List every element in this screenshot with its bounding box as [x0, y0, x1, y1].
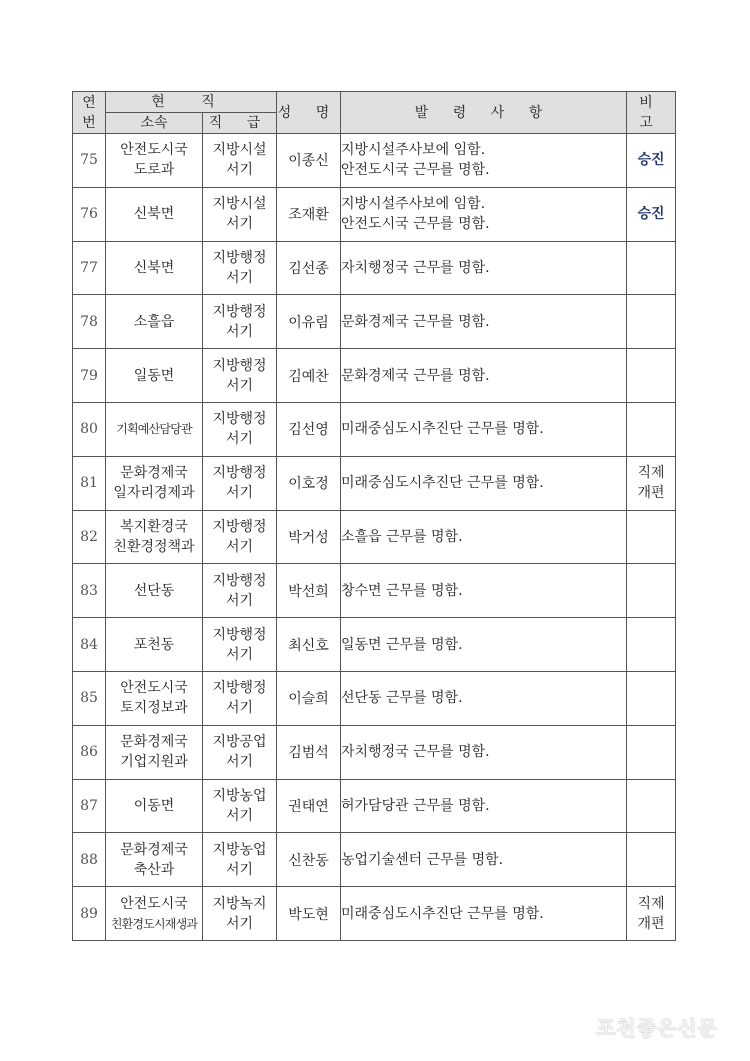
table-row	[73, 456, 676, 510]
rank-line: 서기	[225, 485, 254, 502]
affiliation-line: 복지환경국	[120, 518, 188, 535]
table-row	[73, 402, 676, 456]
rank-cell	[203, 402, 277, 456]
affiliation-line: 선단동	[133, 582, 175, 599]
order-line: 자치행정국 근무를 명함.	[341, 744, 490, 761]
affiliation-line: 일동면	[133, 367, 175, 384]
serial-number-cell: 82	[73, 510, 106, 564]
affiliation-line: 문화경제국	[120, 841, 188, 858]
order-line: 미래중심도시추진단 근무를 명함.	[341, 475, 544, 492]
note-cell	[627, 349, 676, 403]
table-row	[73, 134, 676, 188]
rank-cell	[203, 833, 277, 887]
order-cell	[341, 618, 627, 672]
affiliation-cell	[106, 564, 203, 618]
affiliation-line: 안전도시국	[120, 895, 188, 912]
name-cell: 박거성	[277, 510, 341, 564]
rank-cell	[203, 187, 277, 241]
name-cell: 이호정	[277, 456, 341, 510]
serial-number-cell: 84	[73, 618, 106, 672]
name-cell: 최신호	[277, 618, 341, 672]
rank-cell	[203, 349, 277, 403]
note-cell	[627, 402, 676, 456]
table-row	[73, 349, 676, 403]
order-cell	[341, 564, 627, 618]
name-cell: 김범석	[277, 725, 341, 779]
rank-line: 서기	[225, 538, 254, 555]
affiliation-cell	[106, 779, 203, 833]
affiliation-line: 신북면	[133, 206, 175, 223]
name-cell: 김예찬	[277, 349, 341, 403]
rank-line: 서기	[225, 269, 254, 286]
header-serial-top: 연	[82, 94, 96, 111]
rank-line: 지방녹지	[212, 895, 267, 912]
affiliation-cell	[106, 295, 203, 349]
serial-number-cell: 81	[73, 456, 106, 510]
rank-line: 지방시설	[212, 196, 267, 213]
name-cell: 박도현	[277, 887, 341, 941]
name-cell: 권태연	[277, 779, 341, 833]
affiliation-cell	[106, 134, 203, 188]
serial-number-cell: 83	[73, 564, 106, 618]
affiliation-line: 일자리경제과	[113, 485, 195, 502]
serial-number-cell: 76	[73, 187, 106, 241]
rank-line: 지방농업	[212, 787, 267, 804]
order-line: 문화경제국 근무를 명함.	[341, 367, 490, 384]
order-line: 지방시설주사보에 임함.	[341, 196, 486, 213]
order-line: 창수면 근무를 명함.	[341, 582, 463, 599]
rank-line: 서기	[225, 700, 254, 717]
table-row	[73, 564, 676, 618]
rank-line: 서기	[225, 216, 254, 233]
table-row	[73, 295, 676, 349]
rank-line: 지방행정	[212, 411, 267, 428]
rank-cell	[203, 134, 277, 188]
rank-cell	[203, 887, 277, 941]
order-cell	[341, 456, 627, 510]
note-line: 직제	[637, 895, 665, 912]
table-header	[73, 92, 676, 134]
table-row	[73, 725, 676, 779]
order-cell	[341, 671, 627, 725]
newspaper-watermark: 포천좋은신문	[596, 1016, 718, 1040]
rank-cell	[203, 779, 277, 833]
affiliation-line: 문화경제국	[120, 734, 188, 751]
header-affiliation: 소속	[106, 113, 203, 134]
header-current-position: 현 직	[106, 92, 277, 113]
affiliation-line: 기획예산담당관	[116, 422, 192, 437]
order-line: 자치행정국 근무를 명함.	[341, 259, 490, 276]
affiliation-line: 이동면	[133, 797, 175, 814]
rank-cell	[203, 671, 277, 725]
table-row	[73, 618, 676, 672]
rank-line: 지방행정	[212, 357, 267, 374]
rank-cell	[203, 241, 277, 295]
affiliation-cell	[106, 456, 203, 510]
rank-line: 서기	[225, 323, 254, 340]
order-cell	[341, 295, 627, 349]
rank-cell	[203, 295, 277, 349]
rank-line: 서기	[225, 915, 254, 932]
affiliation-line: 축산과	[133, 861, 175, 878]
note-cell	[627, 725, 676, 779]
rank-line: 서기	[225, 861, 254, 878]
rank-line: 서기	[225, 807, 254, 824]
promotion-badge: 승진	[637, 152, 665, 169]
affiliation-cell	[106, 725, 203, 779]
table-row	[73, 887, 676, 941]
note-cell	[627, 187, 676, 241]
rank-line: 지방행정	[212, 518, 267, 535]
rank-line: 지방행정	[212, 465, 267, 482]
name-cell: 조재환	[277, 187, 341, 241]
name-cell: 김선영	[277, 402, 341, 456]
affiliation-cell	[106, 887, 203, 941]
note-cell	[627, 671, 676, 725]
serial-number-cell: 77	[73, 241, 106, 295]
order-line: 선단동 근무를 명함.	[341, 690, 463, 707]
rank-line: 지방행정	[212, 680, 267, 697]
rank-line: 지방행정	[212, 626, 267, 643]
order-cell	[341, 725, 627, 779]
note-cell	[627, 295, 676, 349]
personnel-order-table	[72, 91, 676, 941]
affiliation-line: 기업지원과	[120, 754, 188, 771]
name-cell: 이슬희	[277, 671, 341, 725]
note-line: 직제	[637, 465, 665, 482]
affiliation-line: 도로과	[133, 162, 175, 179]
serial-number-cell: 89	[73, 887, 106, 941]
note-cell	[627, 833, 676, 887]
order-line: 문화경제국 근무를 명함.	[341, 313, 490, 330]
rank-line: 서기	[225, 592, 254, 609]
affiliation-cell	[106, 241, 203, 295]
serial-number-cell: 79	[73, 349, 106, 403]
rank-cell	[203, 510, 277, 564]
note-cell	[627, 618, 676, 672]
note-cell	[627, 887, 676, 941]
rank-cell	[203, 725, 277, 779]
rank-line: 서기	[225, 431, 254, 448]
affiliation-cell	[106, 402, 203, 456]
table-row	[73, 833, 676, 887]
order-cell	[341, 779, 627, 833]
name-cell: 김선종	[277, 241, 341, 295]
rank-line: 지방시설	[212, 142, 267, 159]
affiliation-line: 소흘읍	[133, 313, 175, 330]
name-cell: 이종신	[277, 134, 341, 188]
order-cell	[341, 349, 627, 403]
affiliation-line: 포천동	[133, 636, 175, 653]
order-line: 농업기술센터 근무를 명함.	[341, 851, 504, 868]
order-cell	[341, 134, 627, 188]
header-serial-bottom: 번	[82, 114, 96, 131]
affiliation-cell	[106, 671, 203, 725]
note-cell	[627, 510, 676, 564]
header-rank: 직 급	[203, 113, 277, 134]
note-cell	[627, 779, 676, 833]
order-cell	[341, 510, 627, 564]
affiliation-cell	[106, 618, 203, 672]
note-line: 개편	[637, 915, 665, 932]
serial-number-cell: 85	[73, 671, 106, 725]
order-line: 소흘읍 근무를 명함.	[341, 528, 463, 545]
name-cell: 이유림	[277, 295, 341, 349]
serial-number-cell: 78	[73, 295, 106, 349]
order-line: 미래중심도시추진단 근무를 명함.	[341, 905, 544, 922]
affiliation-line: 친환경정책과	[113, 538, 195, 555]
rank-line: 서기	[225, 377, 254, 394]
order-line: 안전도시국 근무를 명함.	[341, 216, 490, 233]
note-cell	[627, 564, 676, 618]
note-cell	[627, 241, 676, 295]
order-line: 일동면 근무를 명함.	[341, 636, 463, 653]
note-cell	[627, 134, 676, 188]
table-row	[73, 779, 676, 833]
order-line: 안전도시국 근무를 명함.	[341, 162, 490, 179]
affiliation-line: 친환경도시재생과	[110, 916, 198, 931]
affiliation-line: 안전도시국	[120, 680, 188, 697]
order-line: 미래중심도시추진단 근무를 명함.	[341, 421, 544, 438]
rank-cell	[203, 618, 277, 672]
order-line: 허가담당관 근무를 명함.	[341, 797, 490, 814]
name-cell: 박선희	[277, 564, 341, 618]
table-body	[73, 134, 676, 941]
affiliation-cell	[106, 833, 203, 887]
affiliation-cell	[106, 349, 203, 403]
rank-cell	[203, 564, 277, 618]
serial-number-cell: 87	[73, 779, 106, 833]
note-cell	[627, 456, 676, 510]
serial-number-cell: 75	[73, 134, 106, 188]
serial-number-cell: 80	[73, 402, 106, 456]
affiliation-line: 신북면	[133, 259, 175, 276]
rank-line: 서기	[225, 162, 254, 179]
rank-line: 서기	[225, 754, 254, 771]
rank-line: 지방공업	[212, 734, 267, 751]
order-cell	[341, 402, 627, 456]
affiliation-line: 토지정보과	[120, 700, 188, 717]
name-cell: 신찬동	[277, 833, 341, 887]
rank-line: 지방행정	[212, 249, 267, 266]
rank-line: 서기	[225, 646, 254, 663]
rank-line: 지방행정	[212, 303, 267, 320]
table-row	[73, 241, 676, 295]
order-cell	[341, 887, 627, 941]
table-row	[73, 510, 676, 564]
header-note: 비 고	[627, 92, 676, 134]
rank-line: 지방행정	[212, 572, 267, 589]
order-line: 지방시설주사보에 임함.	[341, 142, 486, 159]
order-cell	[341, 187, 627, 241]
affiliation-line: 문화경제국	[120, 465, 188, 482]
affiliation-cell	[106, 187, 203, 241]
promotion-badge: 승진	[637, 206, 665, 223]
affiliation-cell	[106, 510, 203, 564]
table-row	[73, 671, 676, 725]
header-order: 발 령 사 항	[341, 92, 627, 134]
order-cell	[341, 833, 627, 887]
header-name: 성 명	[277, 92, 341, 134]
rank-cell	[203, 456, 277, 510]
order-cell	[341, 241, 627, 295]
affiliation-line: 안전도시국	[120, 142, 188, 159]
serial-number-cell: 86	[73, 725, 106, 779]
header-serial	[73, 92, 106, 134]
table-row	[73, 187, 676, 241]
note-line: 개편	[637, 485, 665, 502]
rank-line: 지방농업	[212, 841, 267, 858]
serial-number-cell: 88	[73, 833, 106, 887]
